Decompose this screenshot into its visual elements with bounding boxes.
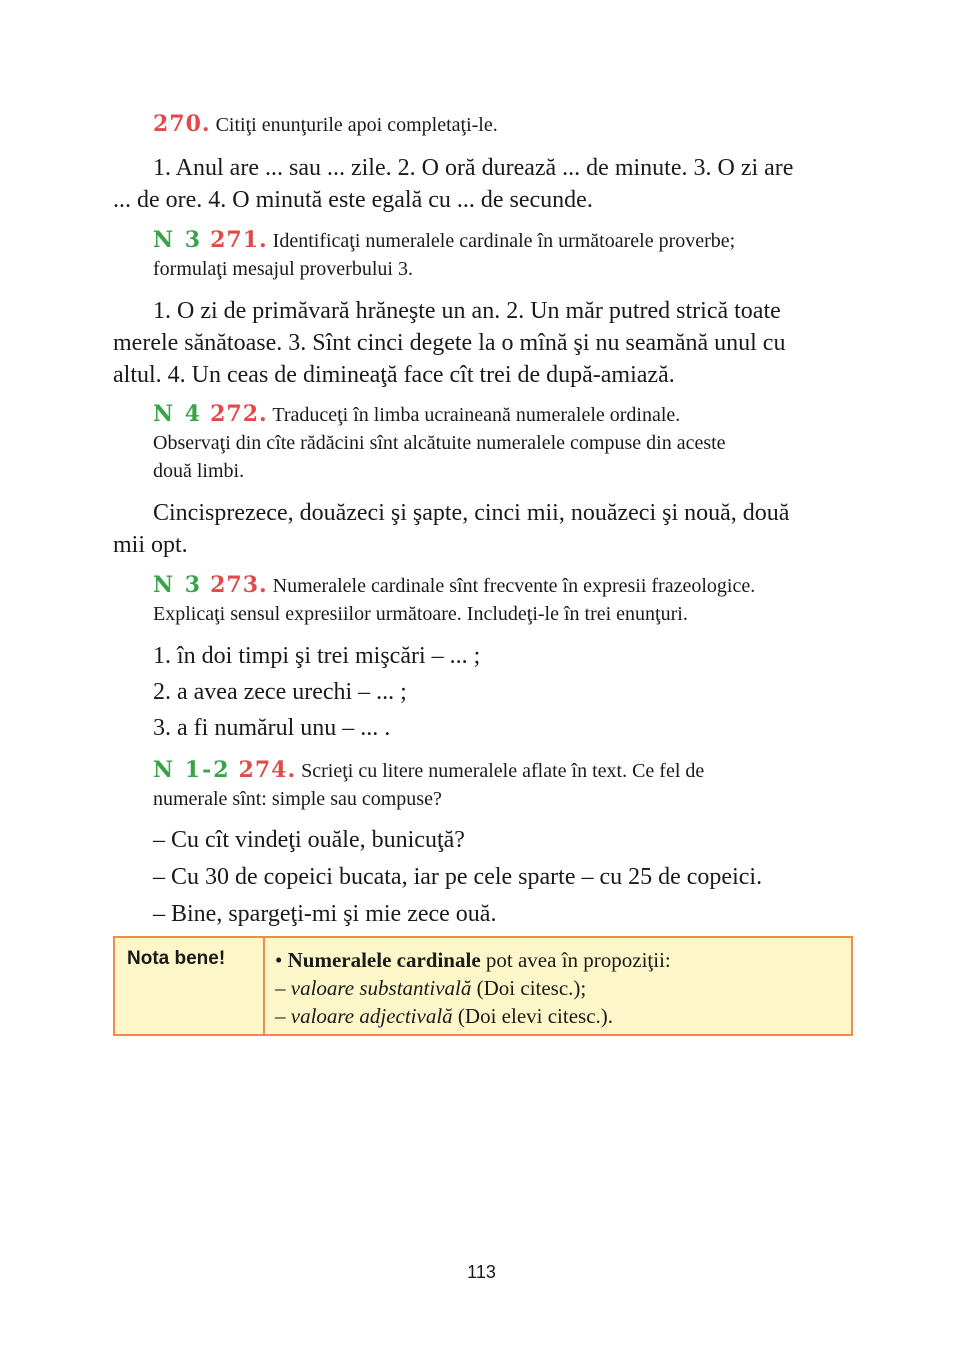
dialog-line: – Cu 30 de copeici bucata, iar pe cele sparte – cu 25 de copeici. bbox=[153, 864, 763, 890]
page-number: 113 bbox=[467, 1262, 496, 1282]
exercise-instruction: Citiţi enunţurile apoi completaţi-le. bbox=[215, 114, 498, 136]
exercise-271 bbox=[113, 226, 851, 283]
exercise-272-text bbox=[113, 497, 851, 561]
dash: – bbox=[275, 976, 291, 1000]
exercise-instruction: Explicaţi sensul expresiilor următoare. Includeţi-le în trei enunţuri. bbox=[153, 603, 688, 625]
exercise-270-text bbox=[113, 152, 851, 216]
italic-term: valoare substantivală bbox=[290, 976, 472, 1000]
exercise-number: 271. bbox=[210, 227, 268, 253]
italic-term: valoare adjectivală bbox=[290, 1004, 453, 1028]
exercise-number: 272. bbox=[210, 401, 268, 427]
exercise-instruction: formulaţi mesajul proverbului 3. bbox=[153, 258, 413, 280]
bold-term: Numeralele cardinale bbox=[287, 948, 481, 972]
exercise-instruction: Identificaţi numeralele cardinale în următoarele proverbe; bbox=[272, 230, 736, 252]
exercise-273-list bbox=[113, 640, 851, 744]
exercise-273 bbox=[113, 571, 851, 628]
level-badge: N 3 bbox=[153, 227, 203, 253]
nota-bene-label: Nota bene! bbox=[115, 938, 265, 1034]
nota-text: (Doi elevi citesc.). bbox=[452, 1004, 614, 1028]
level-badge: N 4 bbox=[153, 401, 203, 427]
exercise-272 bbox=[113, 400, 851, 485]
nota-text: (Doi citesc.); bbox=[471, 976, 587, 1000]
exercise-instruction: două limbi. bbox=[153, 460, 245, 482]
exercise-instruction: Observaţi din cîte rădăcini sînt alcătuite numeralele compuse din aceste bbox=[153, 432, 726, 454]
exercise-270 bbox=[113, 110, 851, 139]
text-line: Cincisprezece, douăzeci şi şapte, cinci mii, nouăzeci şi nouă, două bbox=[153, 500, 790, 526]
text-line: 1. O zi de primăvară hrăneşte un an. 2. Un măr putred strică toate bbox=[153, 298, 781, 324]
exercise-274-dialog bbox=[113, 824, 851, 930]
exercise-instruction: Traduceţi în limba ucraineană numeralele ordinale. bbox=[272, 404, 681, 426]
exercise-number: 274. bbox=[238, 757, 297, 783]
bullet: • bbox=[275, 948, 283, 972]
nota-bene-box bbox=[113, 936, 853, 1036]
exercise-instruction: numerale sînt: simple sau compuse? bbox=[153, 788, 442, 810]
text-line: altul. 4. Un ceas de dimineaţă face cît trei de după-amiază. bbox=[113, 362, 675, 388]
level-badge: N 3 bbox=[153, 572, 203, 598]
dialog-line: – Bine, spargeţi-mi şi mie zece ouă. bbox=[153, 901, 497, 927]
exercise-instruction: Scrieţi cu litere numeralele aflate în text. Ce fel de bbox=[301, 760, 705, 782]
exercise-274 bbox=[113, 756, 851, 813]
list-item: 3. a fi numărul unu – ... . bbox=[153, 715, 391, 741]
exercise-number: 273. bbox=[210, 572, 268, 598]
text-line: merele sănătoase. 3. Sînt cinci degete la o mînă şi nu seamănă unul cu bbox=[113, 330, 786, 356]
nota-text: pot avea în propoziţii: bbox=[480, 948, 671, 972]
text-line: mii opt. bbox=[113, 532, 188, 558]
level-badge: N 1-2 bbox=[153, 757, 231, 783]
dialog-line: – Cu cît vindeţi ouăle, bunicuţă? bbox=[153, 827, 465, 853]
text-line: 1. Anul are ... sau ... zile. 2. O oră durează ... de minute. 3. O zi are bbox=[153, 155, 794, 181]
nota-bene-content bbox=[265, 938, 681, 1034]
exercise-271-text bbox=[113, 295, 851, 391]
text-line: ... de ore. 4. O minută este egală cu ... de secunde. bbox=[113, 187, 593, 213]
list-item: 2. a avea zece urechi – ... ; bbox=[153, 679, 407, 705]
exercise-instruction: Numeralele cardinale sînt frecvente în expresii frazeologice. bbox=[272, 575, 756, 597]
dash: – bbox=[275, 1004, 291, 1028]
exercise-number: 270. bbox=[153, 111, 211, 137]
list-item: 1. în doi timpi şi trei mişcări – ... ; bbox=[153, 643, 481, 669]
